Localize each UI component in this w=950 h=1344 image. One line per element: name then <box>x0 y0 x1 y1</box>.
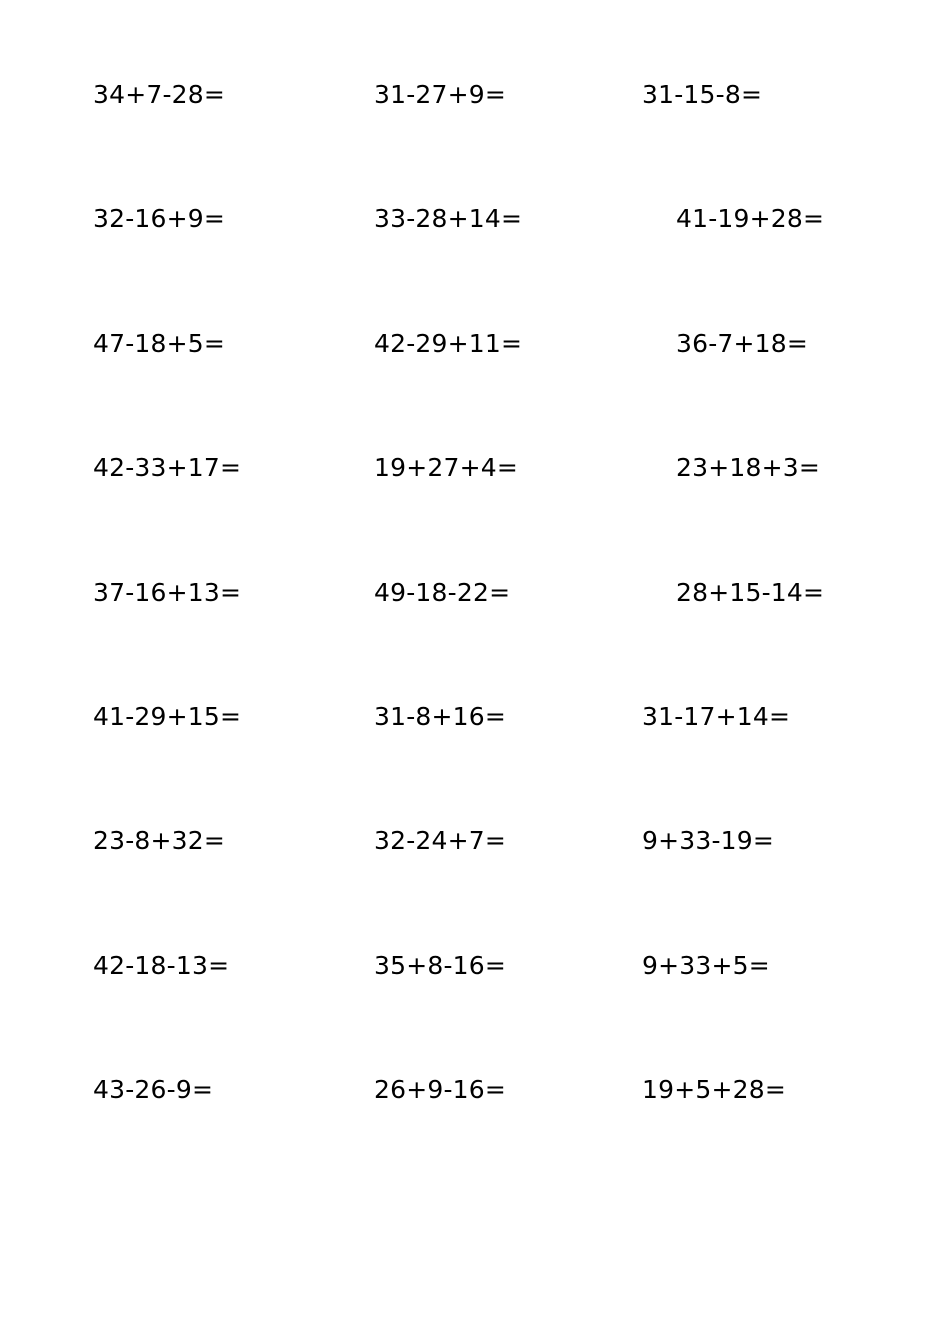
problem: 31-8+16= <box>374 702 507 731</box>
problem: 23+18+3= <box>676 453 820 482</box>
problem: 26+9-16= <box>374 1075 507 1104</box>
problem: 32-24+7= <box>374 826 507 855</box>
problem: 43-26-9= <box>93 1075 214 1104</box>
problem: 33-28+14= <box>374 204 523 233</box>
problem: 9+33+5= <box>642 951 770 980</box>
problem: 47-18+5= <box>93 329 226 358</box>
problem: 42-18-13= <box>93 951 230 980</box>
problem: 31-27+9= <box>374 80 507 109</box>
problem: 34+7-28= <box>93 80 226 109</box>
problem: 31-15-8= <box>642 80 763 109</box>
problem: 28+15-14= <box>676 578 825 607</box>
problem: 32-16+9= <box>93 204 226 233</box>
problem: 19+5+28= <box>642 1075 786 1104</box>
problem: 9+33-19= <box>642 826 775 855</box>
problem: 49-18-22= <box>374 578 511 607</box>
problem: 23-8+32= <box>93 826 226 855</box>
problem: 42-33+17= <box>93 453 242 482</box>
problem: 41-29+15= <box>93 702 242 731</box>
problem: 36-7+18= <box>676 329 809 358</box>
problem: 31-17+14= <box>642 702 791 731</box>
problem: 42-29+11= <box>374 329 523 358</box>
problem: 35+8-16= <box>374 951 507 980</box>
problem: 37-16+13= <box>93 578 242 607</box>
problem: 19+27+4= <box>374 453 518 482</box>
problem: 41-19+28= <box>676 204 825 233</box>
